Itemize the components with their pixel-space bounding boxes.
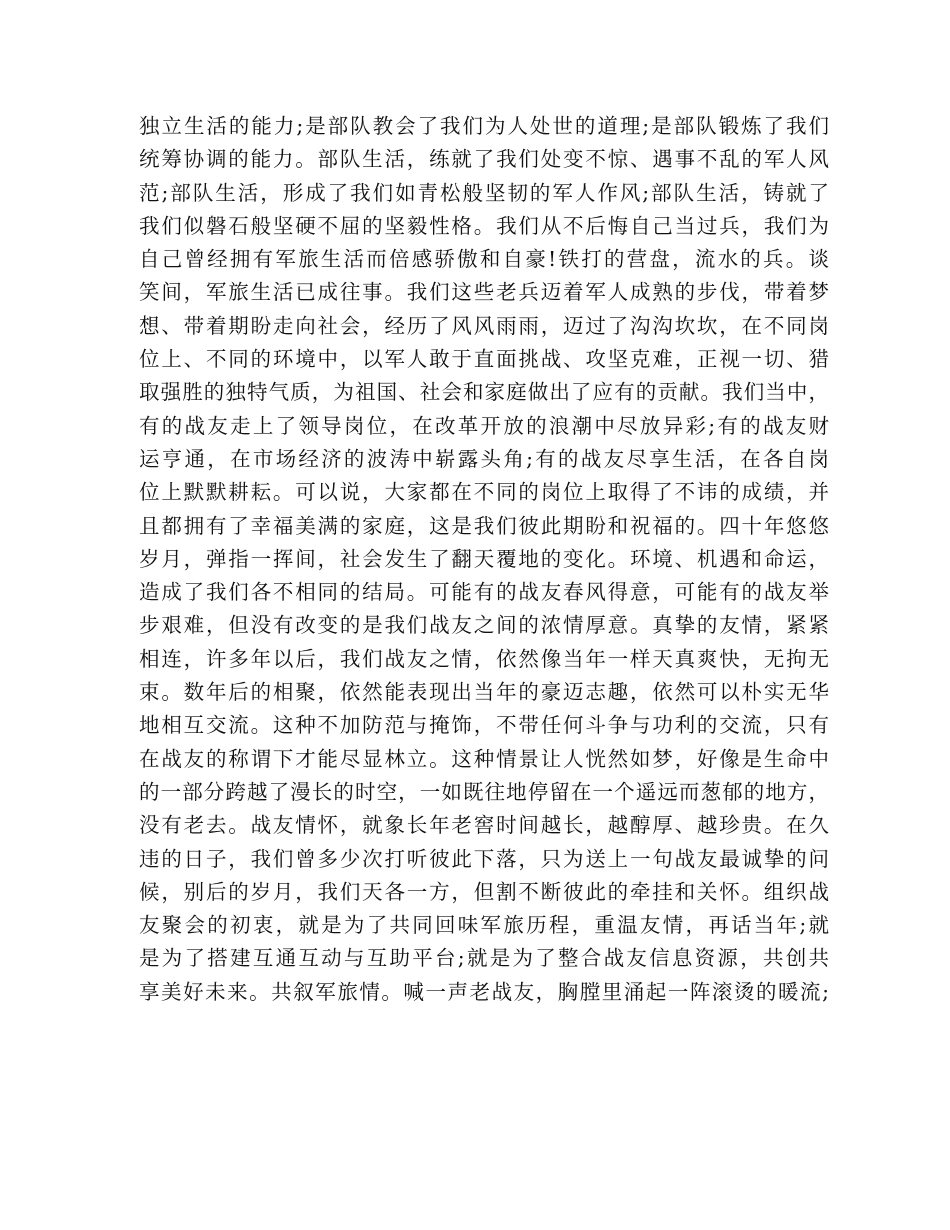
text-line: 我们似磐石般坚硬不屈的坚毅性格。我们从不后悔自己当过兵，我们为 — [139, 213, 829, 238]
text-line: 步艰难，但没有改变的是我们战友之间的浓情厚意。真挚的友情，紧紧 — [139, 613, 829, 638]
text-line: 笑间，军旅生活已成往事。我们这些老兵迈着军人成熟的步伐，带着梦 — [139, 280, 829, 305]
text-line: 独立生活的能力;是部队教会了我们为人处世的道理;是部队锻炼了我们 — [139, 114, 829, 138]
text-line: 候，别后的岁月，我们天各一方，但割不断彼此的牵挂和关怀。组织战 — [139, 879, 829, 904]
text-line: 位上默默耕耘。可以说，大家都在不同的岗位上取得了不讳的成绩，并 — [139, 480, 829, 505]
text-line: 享美好未来。共叙军旅情。喊一声老战友，胸膛里涌起一阵滚烫的暖流; — [139, 979, 829, 1004]
text-line: 是为了搭建互通互动与互助平台;就是为了整合战友信息资源，共创共 — [139, 946, 829, 971]
text-line: 在战友的称谓下才能尽显林立。这种情景让人恍然如梦，好像是生命中 — [139, 746, 829, 771]
text-line: 取强胜的独特气质，为祖国、社会和家庭做出了应有的贡献。我们当中， — [139, 380, 829, 405]
text-line: 违的日子，我们曾多少次打听彼此下落，只为送上一句战友最诚挚的问 — [139, 846, 829, 871]
text-line: 运亨通，在市场经济的波涛中崭露头角;有的战友尽享生活，在各自岗 — [139, 446, 829, 471]
text-line: 位上、不同的环境中，以军人敢于直面挑战、攻坚克难，正视一切、猎 — [139, 347, 829, 372]
text-line: 没有老去。战友情怀，就象长年老窖时间越长，越醇厚、越珍贵。在久 — [139, 813, 829, 838]
text-line: 自己曾经拥有军旅生活而倍感骄傲和自豪!铁打的营盘，流水的兵。谈 — [139, 247, 829, 272]
text-line: 岁月，弹指一挥间，社会发生了翻天覆地的变化。环境、机遇和命运， — [139, 546, 829, 571]
text-line: 想、带着期盼走向社会，经历了风风雨雨，迈过了沟沟坎坎，在不同岗 — [139, 313, 829, 338]
text-line: 相连，许多年以后，我们战友之情，依然像当年一样天真爽快，无拘无 — [139, 646, 829, 671]
text-line: 且都拥有了幸福美满的家庭，这是我们彼此期盼和祝福的。四十年悠悠 — [139, 513, 829, 538]
text-line: 统筹协调的能力。部队生活，练就了我们处变不惊、遇事不乱的军人风 — [139, 147, 829, 172]
text-line: 束。数年后的相聚，依然能表现出当年的豪迈志趣，依然可以朴实无华 — [139, 680, 829, 705]
text-line: 友聚会的初衷，就是为了共同回味军旅历程，重温友情，再话当年;就 — [139, 913, 829, 938]
body-paragraph — [139, 110, 829, 1009]
text-line: 范;部队生活，形成了我们如青松般坚韧的军人作风;部队生活，铸就了 — [139, 180, 829, 205]
text-line: 的一部分跨越了漫长的时空，一如既往地停留在一个遥远而葱郁的地方， — [139, 779, 829, 804]
text-line: 地相互交流。这种不加防范与掩饰，不带任何斗争与功利的交流，只有 — [139, 713, 829, 738]
text-line: 有的战友走上了领导岗位，在改革开放的浪潮中尽放异彩;有的战友财 — [139, 413, 829, 438]
text-line: 造成了我们各不相同的结局。可能有的战友春风得意，可能有的战友举 — [139, 580, 829, 605]
